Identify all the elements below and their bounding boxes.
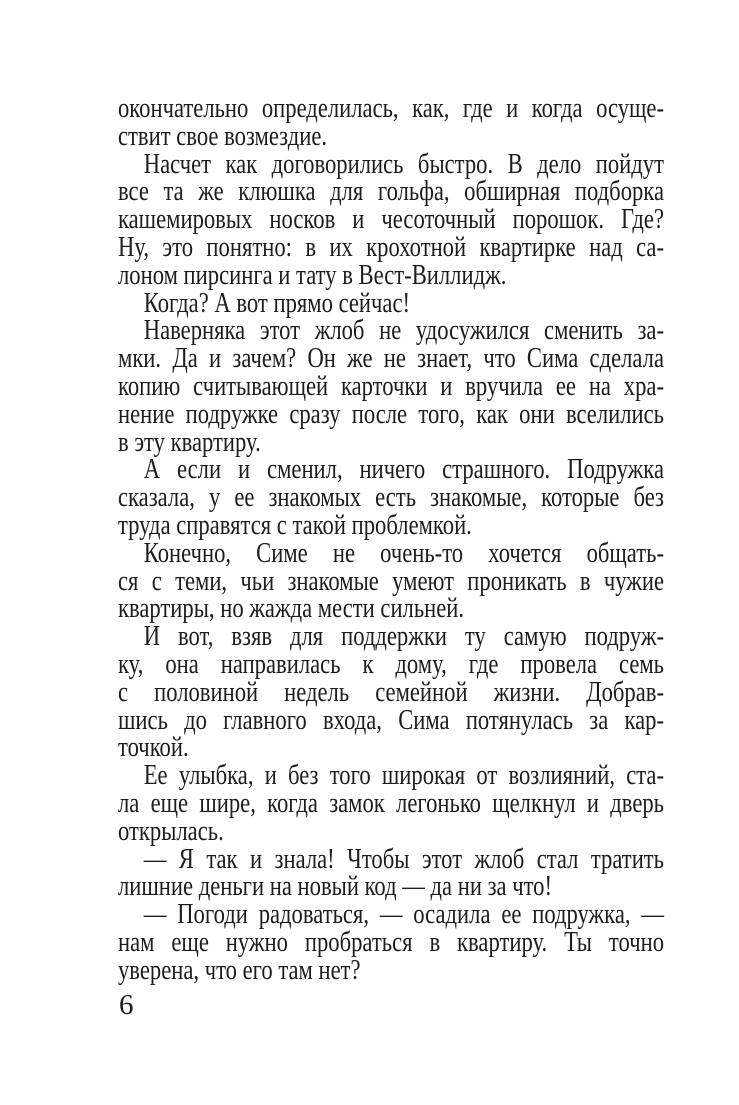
text-line: нение подружке сразу после того, как они вселились xyxy=(118,397,664,430)
text-line: шись до главного входа, Сима потянулась за кар- xyxy=(118,703,664,736)
text-line: уверена, что его там нет? xyxy=(118,953,361,986)
text-line: лоном пирсинга и тату в Вест-Виллидж. xyxy=(118,258,507,291)
page-number: 6 xyxy=(119,989,134,1021)
text-line: нам еще нужно пробраться в квартиру. Ты точно xyxy=(118,925,664,958)
text-line: — Я так и знала! Чтобы этот жлоб стал тратить xyxy=(143,842,665,875)
text-line: все та же клюшка для гольфа, обширная подборка xyxy=(118,175,664,208)
text-line: ла еще шире, когда замок легонько щелкнул и дверь xyxy=(118,786,664,819)
text-line: копию считывающей карточки и вручила ее на хра- xyxy=(118,369,664,402)
text-line: открылась. xyxy=(118,814,224,847)
text-line: И вот, взяв для поддержки ту самую подруж- xyxy=(143,620,665,653)
text-line: труда справятся с такой проблемкой. xyxy=(118,508,472,541)
text-line: А если и сменил, ничего страшного. Подружка xyxy=(143,453,665,486)
text-line: Насчет как договорились быстро. В дело пойдут xyxy=(143,147,665,180)
text-line: Ее улыбка, и без того широкая от возлияний, ста- xyxy=(143,759,665,792)
text-line: Конечно, Симе не очень-то хочется общать- xyxy=(143,536,665,569)
text-line: сказала, у ее знакомых есть знакомые, которые без xyxy=(118,481,664,514)
text-line: точкой. xyxy=(118,731,189,764)
text-line: квартиры, но жажда мести сильней. xyxy=(118,592,465,625)
text-line: окончательно определилась, как, где и когда осуще- xyxy=(118,92,664,124)
text-line: с половиной недель семейной жизни. Добрав- xyxy=(118,675,664,708)
text-line: Ну, это понятно: в их крохотной квартирке над са- xyxy=(118,230,664,263)
text-line: ся с теми, чьи знакомые умеют проникать в чужие xyxy=(118,564,664,597)
text-line: в эту квартиру. xyxy=(118,425,261,458)
text-line: Когда? А вот прямо сейчас! xyxy=(143,286,411,319)
text-line: Наверняка этот жлоб не удосужился сменить за- xyxy=(143,314,665,347)
text-line: мки. Да и зачем? Он же не знает, что Сима сделала xyxy=(118,342,664,375)
text-line: ку, она направилась к дому, где провела семь xyxy=(118,647,664,680)
text-line: кашемировых носков и чесоточный порошок. Где? xyxy=(118,203,664,236)
text-line: ствит свое возмездие. xyxy=(118,119,328,152)
text-line: лишние деньги на новый код — да ни за что! xyxy=(118,870,553,903)
text-line: — Погоди радоваться, — осадила ее подружка, — xyxy=(143,898,665,931)
page-text xyxy=(118,92,665,986)
